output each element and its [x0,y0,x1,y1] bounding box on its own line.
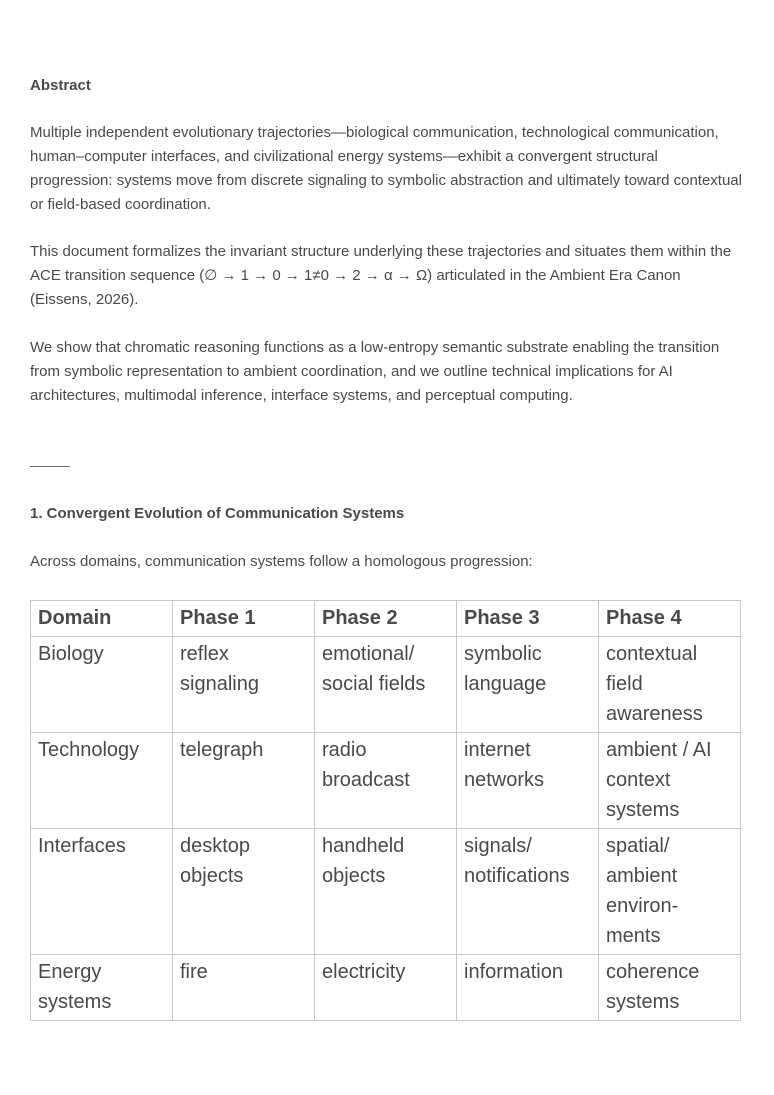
table-cell: telegraph [173,733,315,829]
abstract-paragraph-2: This document formalizes the invariant structure underlying these trajectories and situates them within the ACE transition sequence (∅ → 1 → 0 → 1≠0 → 2 → α → Ω) articulated in the Ambient Era Canon (Eissens, 2026). [30,243,732,308]
table-cell: Technology [31,733,173,829]
table-cell: fire [173,955,315,1021]
section-1-heading: 1. Convergent Evolution of Communication Systems [30,505,405,522]
table-header-row [31,601,741,637]
abstract-paragraph-1: Multiple independent evolutionary trajectories—biological communication, technological communication, human–computer interfaces, and civilizational energy systems—exhibit a convergent structural progression: systems move from discrete signaling to symbolic abstraction and ultimately toward contextual or field-based coordination. [30,124,742,213]
table-cell: internet networks [457,733,599,829]
section-divider [30,466,70,467]
column-header-phase-3: Phase 3 [457,601,599,637]
table-cell: contextual field awareness [599,637,741,733]
table-cell: desktop objects [173,829,315,955]
table-row [31,829,741,955]
table-cell: reflex signaling [173,637,315,733]
column-header-phase-4: Phase 4 [599,601,741,637]
abstract-paragraph-3: We show that chromatic reasoning functions as a low-entropy semantic substrate enabling the transition from symbolic representation to ambient coordination, and we outline technical implications for AI architectures, multimodal inference, interface systems, and perceptual computing. [30,339,720,404]
table-cell: Biology [31,637,173,733]
column-header-phase-1: Phase 1 [173,601,315,637]
section-1-intro: Across domains, communication systems follow a homologous progression: [30,553,533,570]
column-header-domain: Domain [31,601,173,637]
table-cell: information [457,955,599,1021]
table-cell: radio broadcast [315,733,457,829]
table-cell: spatial/ ambient environ- ments [599,829,741,955]
table-row [31,637,741,733]
table-cell: coherence systems [599,955,741,1021]
table-cell: signals/ notifications [457,829,599,955]
table-cell: Energy systems [31,955,173,1021]
progression-table [30,600,741,1021]
abstract-heading: Abstract [30,77,91,94]
table-row [31,955,741,1021]
column-header-phase-2: Phase 2 [315,601,457,637]
table-cell: handheld objects [315,829,457,955]
table-cell: Interfaces [31,829,173,955]
table-row [31,733,741,829]
table-cell: symbolic language [457,637,599,733]
table-cell: emotional/ social fields [315,637,457,733]
table-cell: electricity [315,955,457,1021]
table-cell: ambient / AI context systems [599,733,741,829]
